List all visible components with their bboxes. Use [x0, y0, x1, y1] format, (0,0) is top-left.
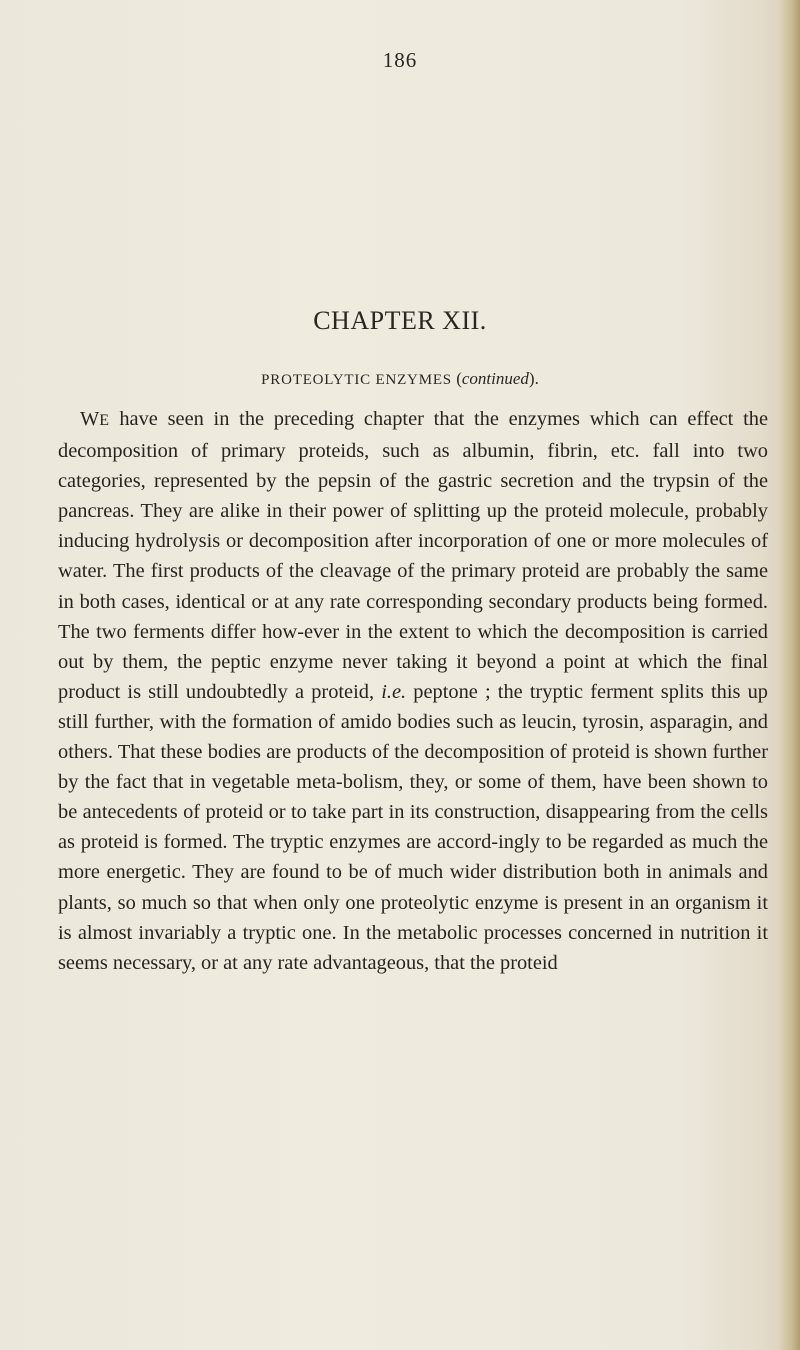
chapter-subtitle: [0, 369, 800, 389]
page-number: 186: [382, 48, 418, 72]
paragraph-text-part-1: have seen in the preceding chapter that the enzymes which can effect the decomposition of primary proteids, such as albumin, fibrin, etc. fall into two categories, represented by the pepsin of the gastric secretion and the trypsin of the pancreas. They are alike in their power of splitting up the proteid molecule, probably inducing hydrolysis or decomposition after incorporation of one or more molecules of water. The first products of the cleavage of the primary proteid are probably the same in both cases, identical or at any rate corresponding secondary products being formed. The two ferments differ how-ever in the extent to which the decomposition is carried out by them, the peptic enzyme never taking it beyond a point at which the final product is still undoubtedly a proteid,: [58, 408, 768, 703]
paragraph-ie-italic: i.e.: [381, 680, 407, 703]
chapter-subtitle-italic: continued: [461, 369, 529, 388]
chapter-subtitle-open-paren: (: [451, 369, 462, 388]
page-edge-shadow: [778, 0, 800, 1350]
chapter-subtitle-close-paren: ).: [528, 369, 539, 388]
lead-first-letter: W: [80, 408, 100, 430]
chapter-title: CHAPTER XII.: [313, 306, 487, 335]
lead-rest-caps: E: [99, 412, 110, 429]
paragraph-text-part-2: peptone ; the tryptic ferment splits this up still further, with the formation of amido bodies such as leucin, tyrosin, asparagin, and others. That these bodies are products of the decomposition of proteid is shown further by the fact that in vegetable meta-bolism, they, or some of them, have been shown to be antecedents of proteid or to take part in its construction, disappearing from the cells as proteid is formed. The tryptic enzymes are accord-ingly to be regarded as much the more energetic. They are found to be of much wider distribution both in animals and plants, so much so that when only one proteolytic enzyme is present in an organism it is almost invariably a tryptic one. In the metabolic processes concerned in nutrition it seems necessary, or at any rate advantageous, that the proteid: [58, 680, 768, 974]
body-paragraph: [58, 404, 768, 978]
chapter-subtitle-caps: PROTEOLYTIC ENZYMES: [261, 372, 452, 388]
